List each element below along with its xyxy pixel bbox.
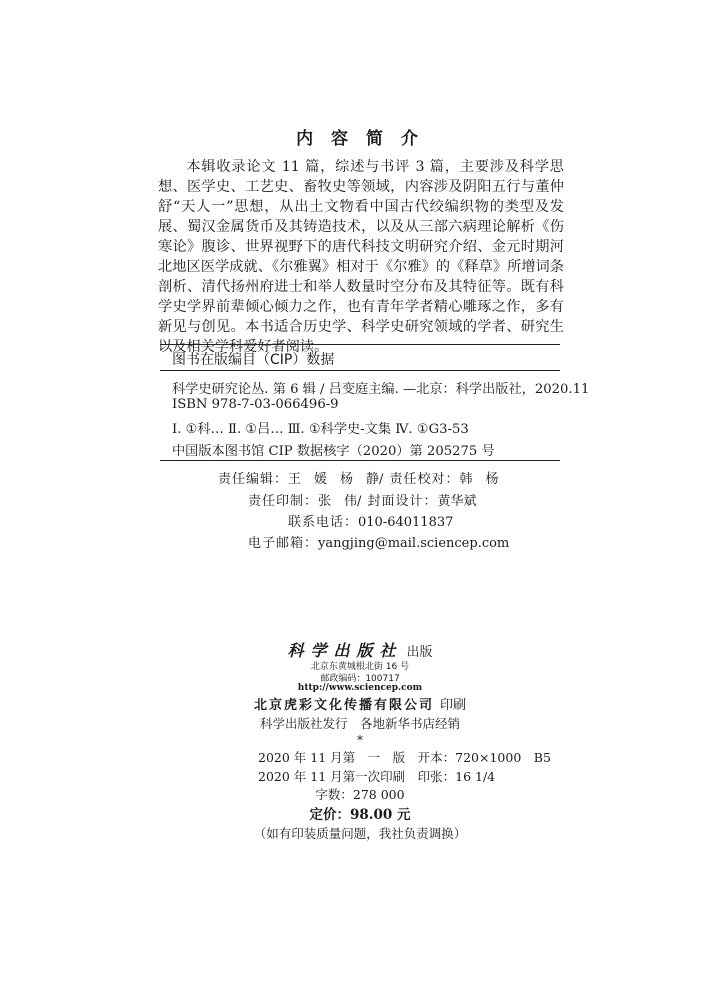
phone-value: 010-64011837: [358, 515, 454, 530]
credit-editors: [218, 468, 499, 487]
proofread-value: 韩 杨: [459, 472, 499, 487]
cip-line-isbn: ISBN 978-7-03-066496-9: [172, 397, 339, 412]
cip-title-rule: [160, 370, 560, 371]
email-value: yangjing@mail.sciencep.com: [318, 536, 510, 551]
printing-line: 2020 年 11 月第一次印刷 印张：16 1/4: [258, 769, 496, 784]
credit-production: [248, 490, 477, 509]
cip-title: 图书在版编目（CIP）数据: [172, 352, 335, 368]
separator-star: *: [357, 733, 363, 747]
cip-top-rule: [160, 344, 560, 345]
cover-label: / 封面设计：: [357, 494, 438, 509]
cip-line-classification: Ⅰ. ①科… Ⅱ. ①吕… Ⅲ. ①科学史-文集 Ⅳ. ①G3-53: [172, 422, 469, 437]
edition-line: 2020 年 11 月第 一 版 开本：720×1000 B5: [258, 750, 551, 765]
printing-label: 责任印制：: [248, 494, 319, 509]
credit-email: [248, 532, 509, 551]
printer-line: [0, 694, 720, 713]
email-label: 电子邮箱：: [248, 536, 319, 551]
publisher-url: http://www.sciencep.com: [297, 683, 423, 693]
editor-value: 王 媛 杨 静: [288, 472, 380, 487]
editor-label: 责任编辑：: [218, 472, 289, 487]
publisher-line: [0, 638, 720, 661]
summary-body: 本辑收录论文 11 篇，综述与书评 3 篇，主要涉及科学思想、医学史、工艺史、畜牧史等领域，内容涉及阴阳五行与董仲舒“天人一”思想，从出土文物看中国古代绞编织物的类型及发展、蜀汉金属货币及其铸造技术，以及从三部六病理论解析《伤寒论》腹诊、世界视野下的唐代科技文明研究介绍、金元时期河北地区医学成就、《尔雅翼》相对于《尔雅》的《释草》所增词条剖析、清代扬州府进士和举人数量时空分布及其特征等。既有科学史学界前辈倾心倾力之作，也有青年学者精心雕琢之作，多有新见与创见。本书适合历史学、科学史研究领域的学者、研究生以及相关学科爱好者阅读。: [158, 159, 564, 355]
cip-line-catalog: 科学史研究论丛. 第 6 辑 / 吕变庭主编. —北京：科学出版社，2020.11: [172, 382, 590, 397]
publisher-suffix: 出版: [406, 645, 433, 660]
quality-notice: （如有印装质量问题，我社负责调换）: [253, 826, 467, 841]
price: 定价：98.00 元: [309, 807, 411, 823]
cip-line-approval: 中国版本图书馆 CIP 数据核字（2020）第 205275 号: [172, 444, 495, 459]
publisher-logo: 科学出版社: [287, 641, 403, 660]
printer-name: 北京虎彩文化传播有限公司: [253, 698, 434, 713]
distribution-line: 科学出版社发行 各地新华书店经销: [259, 716, 460, 731]
proofread-label: / 责任校对：: [379, 472, 460, 487]
printing-value: 张 伟: [318, 494, 358, 509]
publisher-postcode: 邮政编码：100717: [320, 674, 400, 684]
credit-phone: [288, 511, 453, 530]
phone-label: 联系电话：: [288, 515, 359, 530]
word-count: 字数：278 000: [315, 787, 405, 802]
cip-bottom-rule: [160, 460, 560, 461]
printer-suffix: 印刷: [440, 698, 467, 713]
publisher-address: 北京东黄城根北街 16 号: [310, 662, 410, 672]
cover-value: 黄华斌: [437, 494, 477, 509]
summary-heading: 内 容 简 介: [296, 129, 424, 149]
